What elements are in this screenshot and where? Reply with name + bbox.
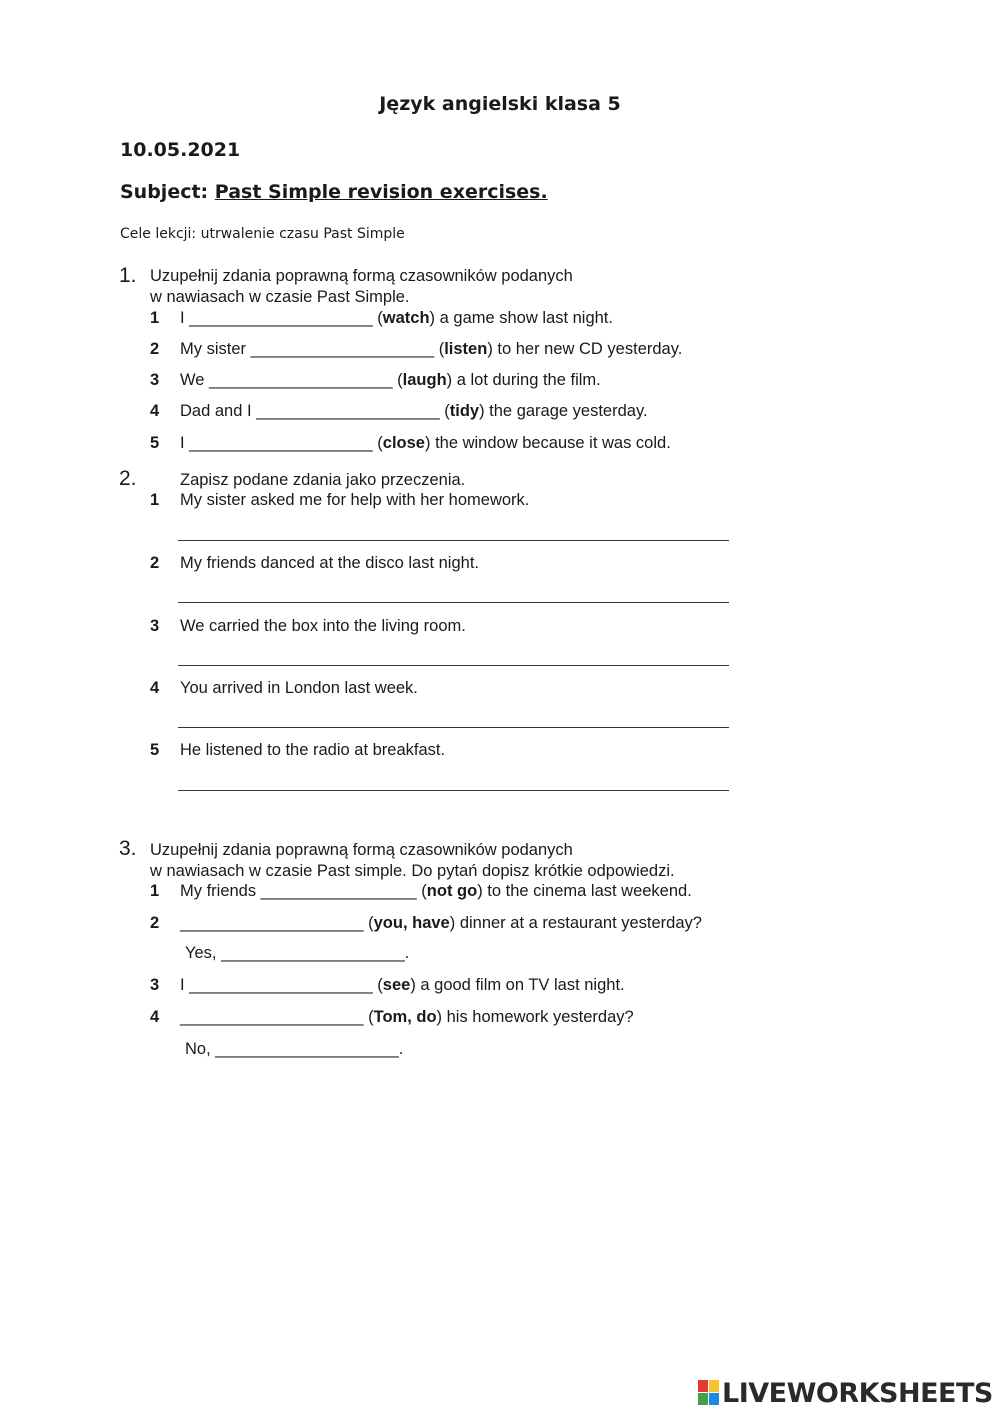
exercise-2-instruction: Zapisz podane zdania jako przeczenia. bbox=[180, 471, 466, 489]
lesson-goals: Cele lekcji: utrwalenie czasu Past Simple bbox=[120, 226, 405, 242]
lesson-date: 10.05.2021 bbox=[120, 139, 241, 161]
answer-line[interactable] bbox=[178, 790, 729, 791]
answer-line[interactable] bbox=[178, 727, 729, 728]
logo-text: LIVEWORKSHEETS bbox=[722, 1378, 993, 1409]
exercise-3-number: 3. bbox=[119, 837, 137, 860]
answer-line[interactable] bbox=[178, 540, 729, 541]
short-answer-no: No, ____________________. bbox=[185, 1040, 404, 1058]
subject-text: Past Simple revision exercises. bbox=[214, 181, 548, 203]
exercise-1-instruction: Uzupełnij zdania poprawną formą czasowników podanych w nawiasach w czasie Past Simple. bbox=[150, 267, 573, 306]
exercise-2-number: 2. bbox=[119, 467, 137, 490]
liveworksheets-grid-icon bbox=[698, 1380, 720, 1406]
subject-line bbox=[120, 181, 548, 203]
short-answer-yes: Yes, ____________________. bbox=[185, 944, 410, 962]
page-title: Język angielski klasa 5 bbox=[379, 93, 621, 115]
exercise-3-instruction: Uzupełnij zdania poprawną formą czasowników podanych w nawiasach w czasie Past simple. Do pytań dopisz krótkie odpowiedzi. bbox=[150, 841, 675, 880]
answer-line[interactable] bbox=[178, 602, 729, 603]
subject-label: Subject: bbox=[120, 181, 209, 203]
answer-line[interactable] bbox=[178, 665, 729, 666]
exercise-1-number: 1. bbox=[119, 264, 137, 287]
